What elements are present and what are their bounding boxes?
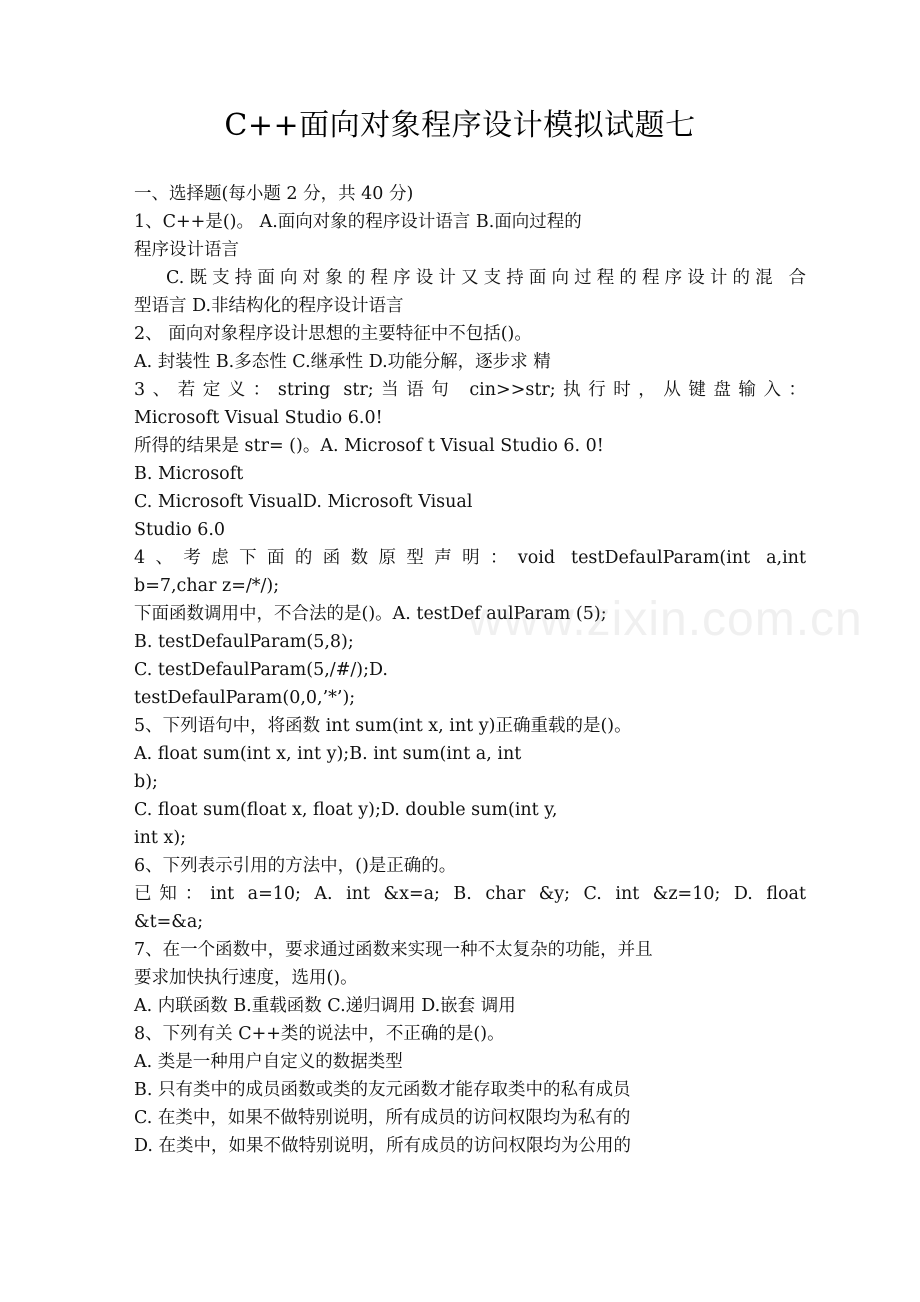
document-body <box>134 180 806 1160</box>
text-line: A. 封装性 B.多态性 C.继承性 D.功能分解，逐步求 精 <box>134 352 551 372</box>
text-line: Microsoft Visual Studio 6.0! <box>134 408 383 428</box>
text-line: B. testDefaulParam(5,8); <box>134 632 354 652</box>
text-line: testDefaulParam(0,0,’*’); <box>134 688 356 708</box>
text-line: 1、C++是()。 A.面向对象的程序设计语言 B.面向过程的 <box>134 212 582 232</box>
text-line: 所得的结果是 str= ()。A. Microsof t Visual Studio 6. 0! <box>134 436 604 456</box>
text-line: &t=&a; <box>134 912 204 932</box>
text-line: A. 内联函数 B.重载函数 C.递归调用 D.嵌套 调用 <box>134 996 516 1016</box>
text-line: 8、下列有关 C++类的说法中，不正确的是()。 <box>134 1024 505 1044</box>
text-line: 一、选择题(每小题 2 分，共 40 分) <box>134 184 414 204</box>
watermark: www.zixin.com.cn <box>468 593 863 646</box>
text-line: 4、考虑下面的函数原型声明：void testDefaulParam(int a,int <box>134 548 806 568</box>
text-line: B. 只有类中的成员函数或类的友元函数才能存取类中的私有成员 <box>134 1080 631 1100</box>
text-line: Studio 6.0 <box>134 520 226 540</box>
text-line: C. float sum(float x, float y);D. double sum(int y, <box>134 800 558 820</box>
text-line: 3、若定义：string str;当语句 cin>>str;执行时，从键盘输入： <box>134 380 806 400</box>
text-line: 下面函数调用中，不合法的是()。A. testDef aulParam (5); <box>134 604 607 624</box>
text-line: 6、下列表示引用的方法中，()是正确的。 <box>134 856 457 876</box>
text-line: C. Microsoft VisualD. Microsoft Visual <box>134 492 473 512</box>
text-line: b); <box>134 772 158 792</box>
text-line: 要求加快执行速度，选用()。 <box>134 968 358 988</box>
text-line: 7、在一个函数中，要求通过函数来实现一种不太复杂的功能，并且 <box>134 940 653 960</box>
text-line: 已知：int a=10; A. int &x=a; B. char &y; C. int &z=10; D. float <box>134 884 806 904</box>
text-line: int x); <box>134 828 187 848</box>
text-line: C.既支持面向对象的程序设计又支持面向过程的程序设计的混 合 <box>166 268 806 288</box>
text-line: B. Microsoft <box>134 464 244 484</box>
text-line: D. 在类中，如果不做特别说明，所有成员的访问权限均为公用的 <box>134 1136 632 1156</box>
text-line: A. float sum(int x, int y);B. int sum(int a, int <box>134 744 522 764</box>
text-line: b=7,char z=/*/); <box>134 576 280 596</box>
text-line: 2、 面向对象程序设计思想的主要特征中不包括()。 <box>134 324 532 344</box>
text-line: A. 类是一种用户自定义的数据类型 <box>134 1052 403 1072</box>
text-line: 5、下列语句中，将函数 int sum(int x, int y)正确重载的是()。 <box>134 716 632 736</box>
text-line: C. 在类中，如果不做特别说明，所有成员的访问权限均为私有的 <box>134 1108 631 1128</box>
page-title: C++面向对象程序设计模拟试题七 <box>224 108 696 143</box>
text-line: C. testDefaulParam(5,/#/);D. <box>134 660 388 680</box>
text-line: 程序设计语言 <box>134 240 239 260</box>
text-line: 型语言 D.非结构化的程序设计语言 <box>134 296 404 316</box>
